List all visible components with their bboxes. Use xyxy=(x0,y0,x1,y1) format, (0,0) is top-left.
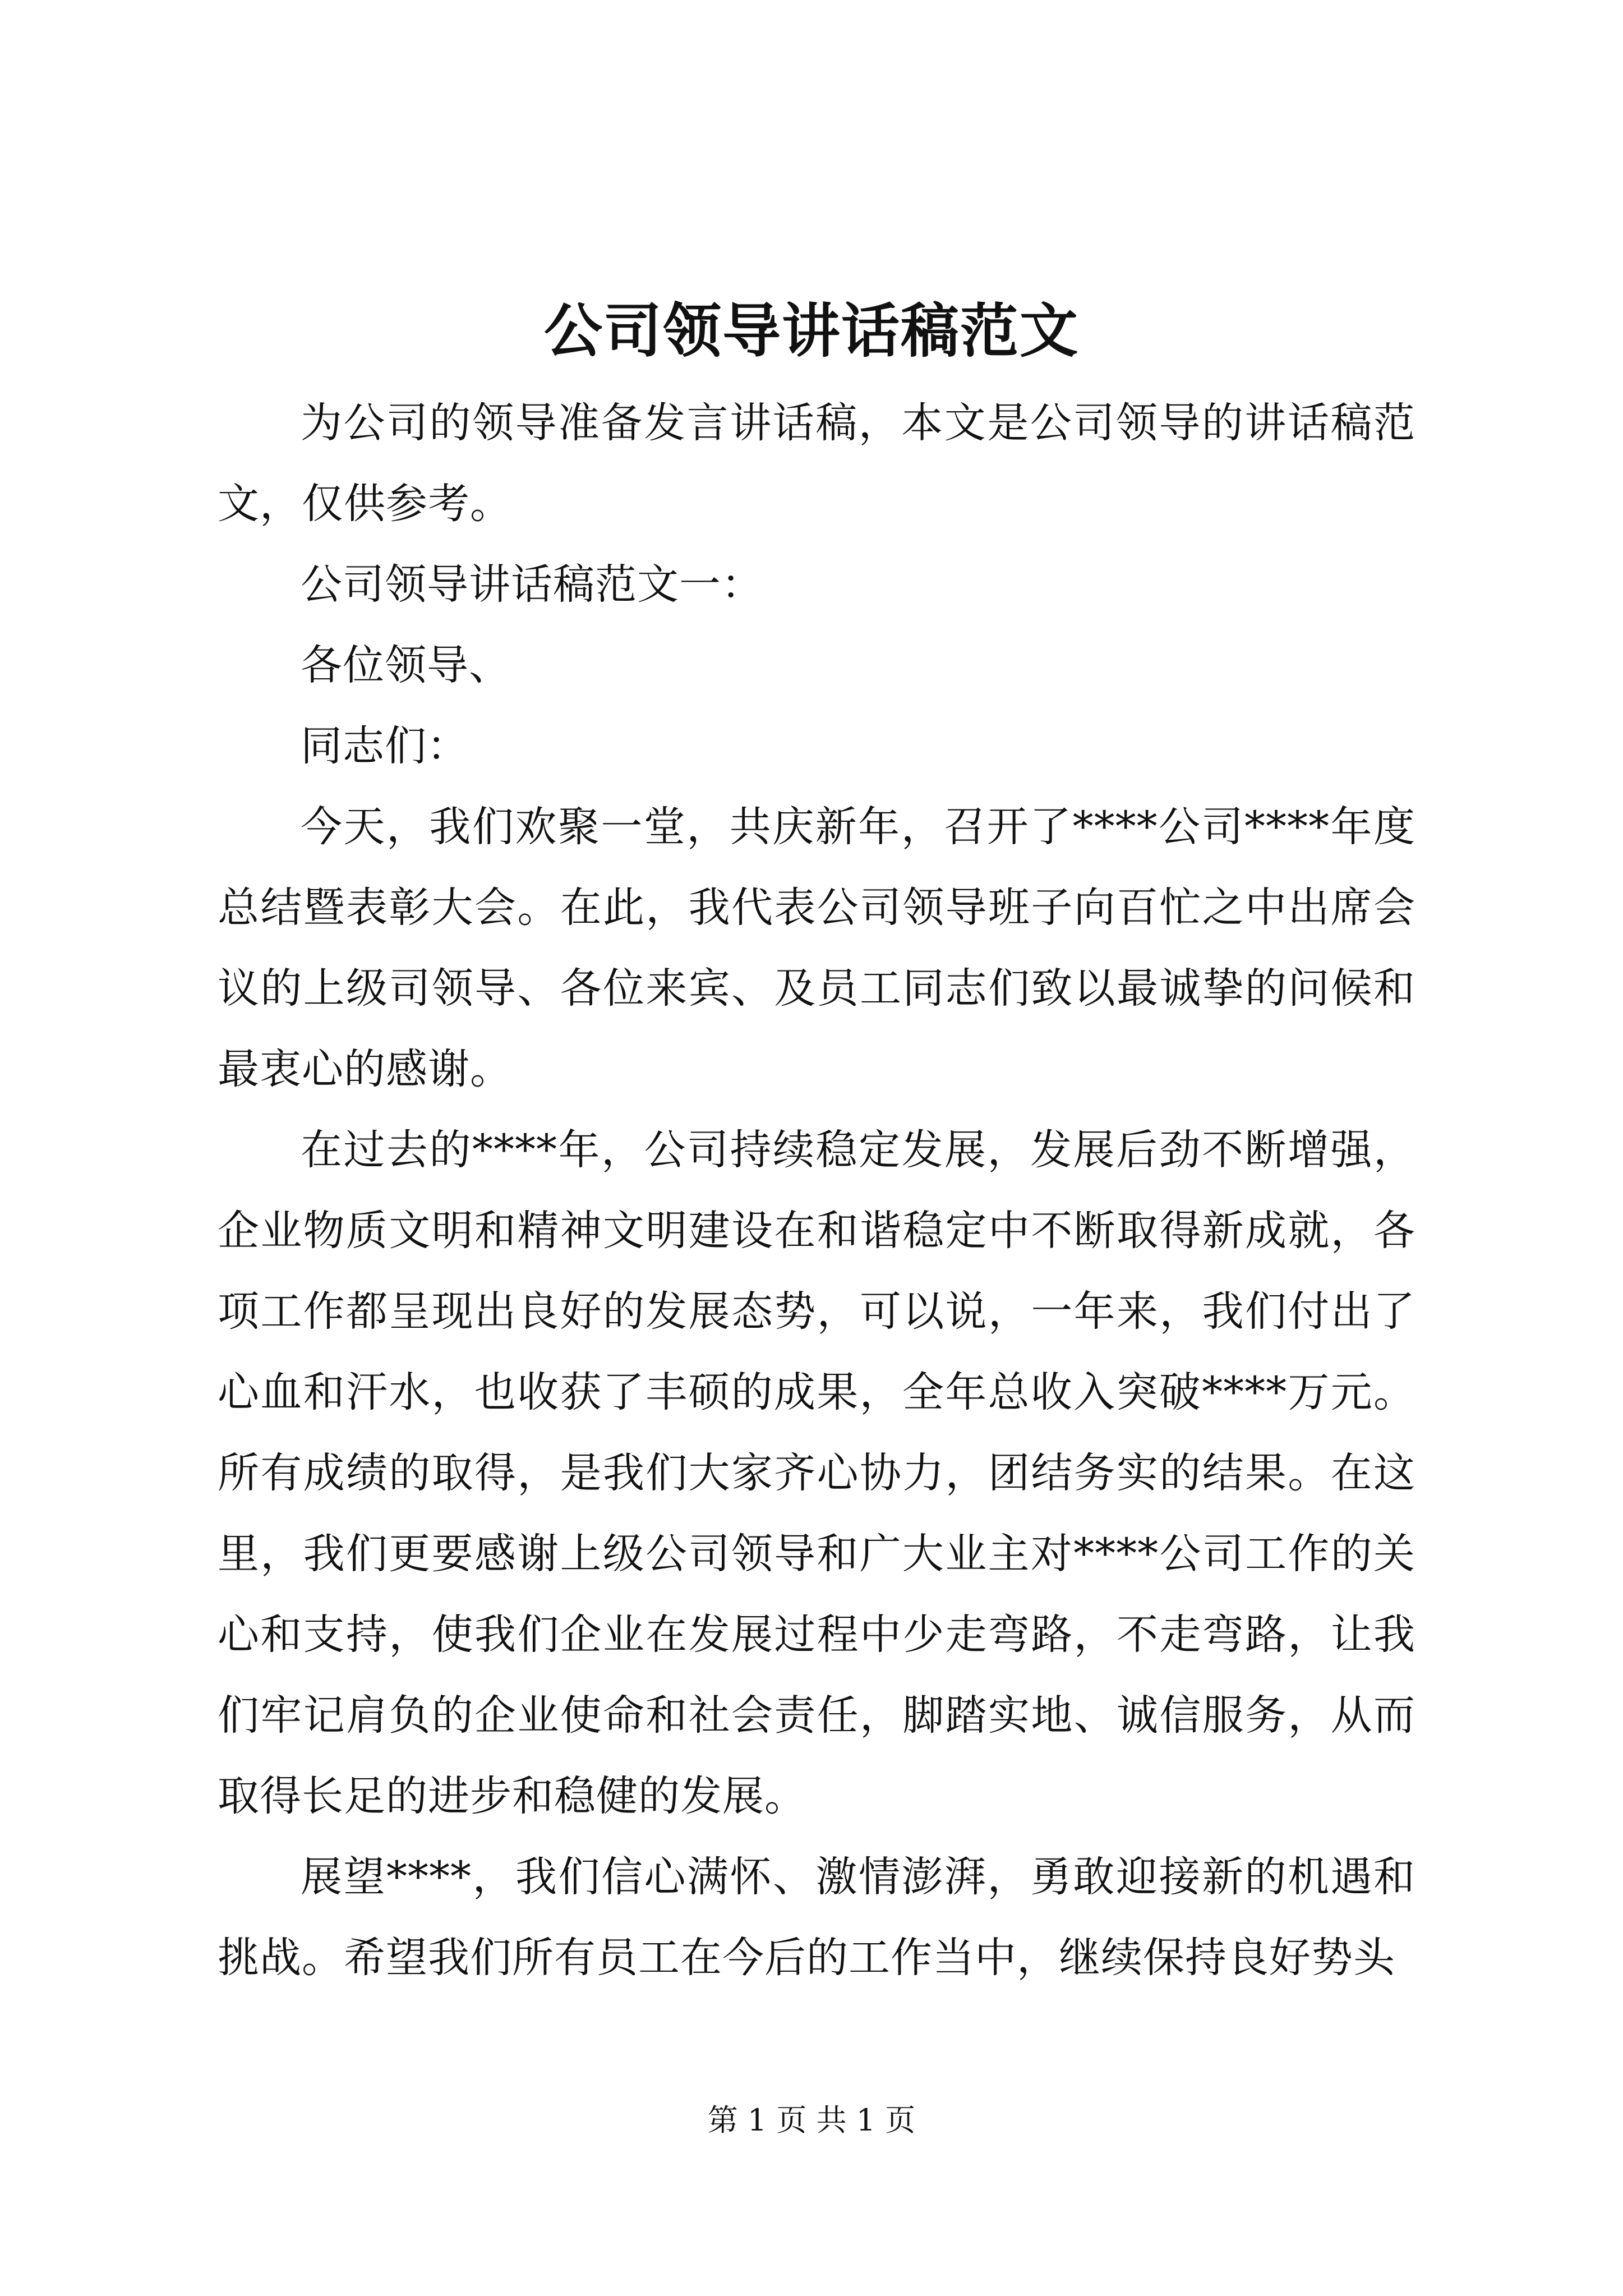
paragraph-outlook: 展望****，我们信心满怀、激情澎湃，勇敢迎接新的机遇和挑战。希望我们所有员工在今后的工作当中，继续保持良好势头 xyxy=(218,1853,1415,1982)
paragraph-intro: 为公司的领导准备发言讲话稿，本文是公司领导的讲话稿范文，仅供参考。 xyxy=(218,399,1415,528)
page-footer: 第 1 页 共 1 页 xyxy=(707,2102,916,2138)
document-title: 公司领导讲话稿范文 xyxy=(543,296,1079,365)
paragraph-heading: 公司领导讲话稿范文一： xyxy=(301,560,763,609)
paragraph-salutation-comrades: 同志们： xyxy=(301,722,469,770)
document-body xyxy=(218,383,1415,1998)
paragraph-salutation-leaders: 各位领导、 xyxy=(301,641,511,689)
paragraph-greeting: 今天，我们欢聚一堂，共庆新年，召开了****公司****年度总结暨表彰大会。在此，我代表公司领导班子向百忙之中出席会议的上级司领导、各位来宾、及员工同志们致以最诚挚的问候和最衷心的感谢。 xyxy=(218,803,1415,1093)
paragraph-review: 在过去的****年，公司持续稳定发展，发展后劲不断增强，企业物质文明和精神文明建设在和谐稳定中不断取得新成就，各项工作都呈现出良好的发展态势，可以说，一年来，我们付出了心血和汗水，也收获了丰硕的成果，全年总收入突破****万元。所有成绩的取得，是我们大家齐心协力，团结务实的结果。在这里，我们更要感谢上级公司领导和广大业主对****公司工作的关心和支持，使我们企业在发展过程中少走弯路，不走弯路，让我们牢记肩负的企业使命和社会责任，脚踏实地、诚信服务，从而取得长足的进步和稳健的发展。 xyxy=(218,1126,1415,1820)
